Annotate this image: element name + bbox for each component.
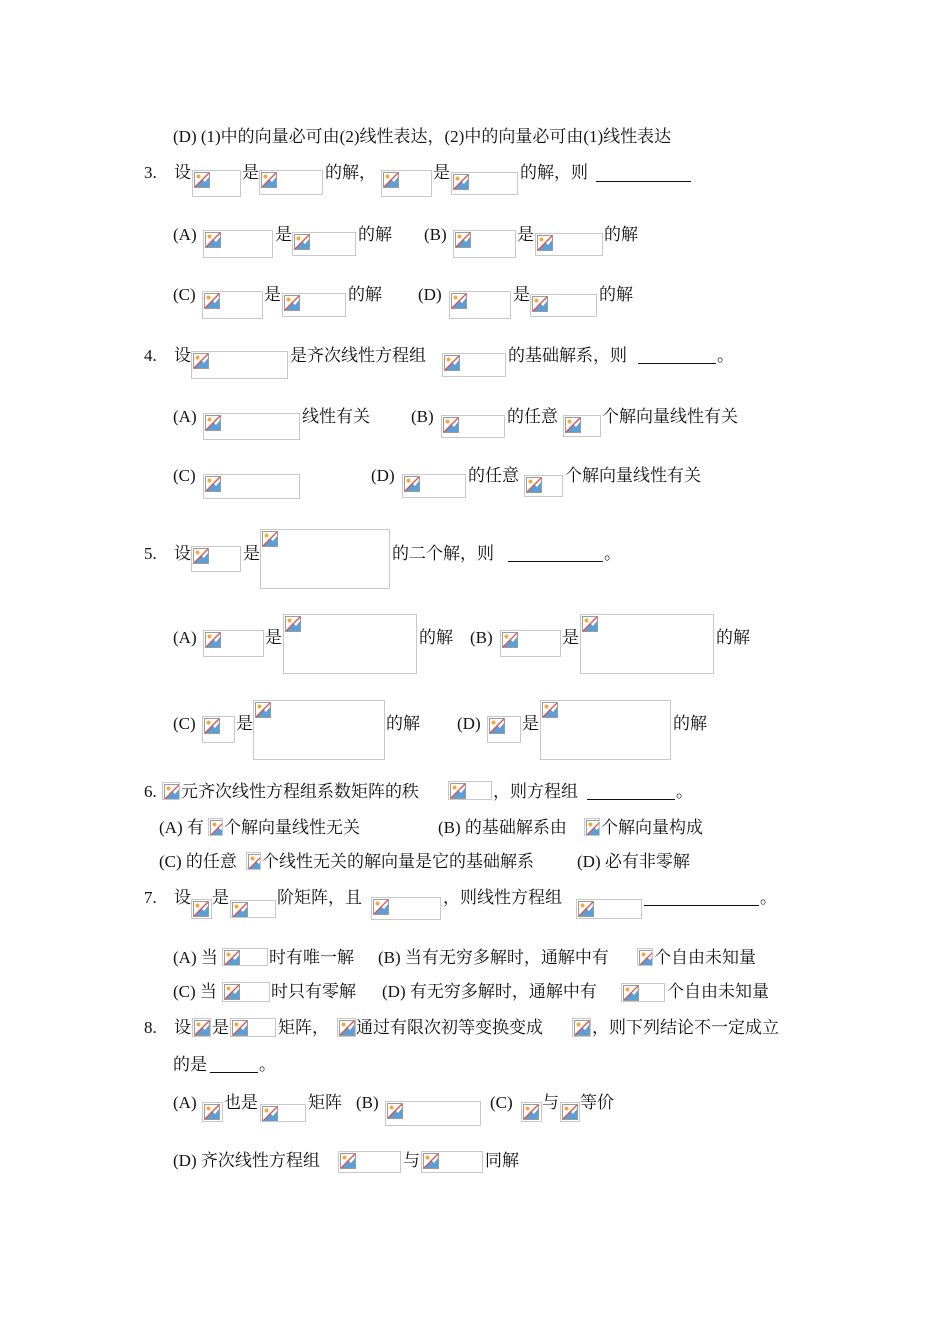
- option-label: (B): [470, 628, 493, 647]
- option-text: 个线性无关的解向量是它的基础解系: [262, 852, 534, 871]
- broken-image-icon: [202, 1102, 223, 1122]
- option-label: (B): [356, 1093, 379, 1112]
- broken-image-icon: [576, 899, 642, 919]
- option-label: (A): [173, 1093, 197, 1112]
- broken-image-icon: [524, 475, 563, 497]
- option-label: (C): [490, 1093, 513, 1112]
- broken-image-icon: [500, 630, 561, 657]
- broken-image-icon: [260, 529, 390, 589]
- option-text: 个解向量线性有关: [602, 407, 738, 426]
- question-text: 的解，则: [520, 163, 588, 182]
- broken-image-icon: [202, 291, 263, 319]
- broken-image-icon: [230, 900, 276, 918]
- option-text: 与: [403, 1151, 420, 1170]
- question-number: 6.: [144, 782, 157, 801]
- option-label: (C): [173, 285, 196, 304]
- option-text: (A) 有: [159, 818, 204, 837]
- option-text: 个解向量线性无关: [224, 818, 360, 837]
- option-label: (A): [173, 407, 197, 426]
- question-text: 设: [174, 888, 191, 907]
- broken-image-icon: [449, 291, 511, 319]
- broken-image-icon: [203, 474, 300, 499]
- broken-image-icon: [451, 172, 518, 195]
- question-text: 设: [174, 1018, 191, 1037]
- broken-image-icon: [283, 614, 417, 674]
- question-number: 4.: [144, 346, 157, 365]
- option-text: 的解: [358, 225, 392, 244]
- option-text: 的解: [604, 225, 638, 244]
- broken-image-icon: [202, 716, 235, 743]
- broken-image-icon: [260, 1104, 306, 1122]
- option-label: (D): [371, 466, 395, 485]
- broken-image-icon: [230, 1018, 276, 1037]
- broken-image-icon: [441, 415, 505, 438]
- option-label: (A): [173, 628, 197, 647]
- broken-image-icon: [560, 1102, 580, 1122]
- question-text: 的二个解，则: [392, 544, 494, 563]
- option-text: 的解: [716, 628, 750, 647]
- broken-image-icon: [580, 614, 714, 674]
- option-text: 等价: [580, 1093, 614, 1112]
- broken-image-icon: [487, 716, 521, 743]
- broken-image-icon: [222, 982, 270, 1002]
- option-text: 时只有零解: [271, 982, 356, 1001]
- broken-image-icon: [535, 233, 603, 256]
- broken-image-icon: [292, 232, 356, 256]
- option-text: 的解: [386, 714, 420, 733]
- broken-image-icon: [540, 700, 671, 760]
- option-text: 个自由未知量: [667, 982, 769, 1001]
- option-text: 线性有关: [302, 407, 370, 426]
- option-text: 是: [275, 225, 292, 244]
- broken-image-icon: [192, 170, 241, 197]
- broken-image-icon: [192, 1018, 211, 1037]
- question-text: 的解，: [325, 163, 376, 182]
- question-text: 。: [259, 1055, 276, 1074]
- option-text: 的解: [419, 628, 453, 647]
- question-text: 矩阵，: [278, 1018, 329, 1037]
- answer-blank: [587, 799, 675, 800]
- option-text: 时有唯一解: [269, 948, 354, 967]
- option-text: (A) 当: [173, 948, 218, 967]
- broken-image-icon: [203, 630, 264, 657]
- option-text: 也是: [224, 1093, 258, 1112]
- question-text: ，则下列结论不一定成立: [592, 1018, 779, 1037]
- broken-image-icon: [282, 293, 346, 317]
- broken-image-icon: [442, 353, 506, 377]
- question-text: 是: [212, 1018, 229, 1037]
- question-text: 。: [604, 544, 621, 563]
- q2-option-d: (D) (1)中的向量必可由(2)线性表达，(2)中的向量必可由(1)线性表达: [173, 127, 672, 146]
- question-text: 通过有限次初等变换变成: [356, 1018, 543, 1037]
- broken-image-icon: [208, 818, 223, 836]
- option-text: (B) 当有无穷多解时，通解中有: [378, 948, 609, 967]
- option-text: (C) 的任意: [159, 852, 237, 871]
- option-text: (C) 当: [173, 982, 217, 1001]
- question-text: 是齐次线性方程组: [290, 346, 426, 365]
- broken-image-icon: [584, 818, 600, 836]
- question-text: ，则线性方程组: [443, 888, 562, 907]
- broken-image-icon: [162, 782, 180, 800]
- question-text: 的是: [173, 1055, 207, 1074]
- question-text: 阶矩阵，且: [277, 888, 362, 907]
- broken-image-icon: [563, 415, 601, 437]
- broken-image-icon: [381, 170, 432, 197]
- broken-image-icon: [371, 897, 441, 920]
- broken-image-icon: [222, 948, 268, 966]
- broken-image-icon: [191, 546, 241, 572]
- question-text: 是: [212, 888, 229, 907]
- option-text: 的解: [673, 714, 707, 733]
- broken-image-icon: [530, 294, 597, 317]
- option-label: (C): [173, 714, 196, 733]
- question-text: 。: [717, 346, 734, 365]
- broken-image-icon: [337, 1018, 356, 1037]
- option-text: 的任意: [507, 407, 558, 426]
- option-text: 的任意: [468, 466, 519, 485]
- question-text: 。: [676, 782, 693, 801]
- question-text: 设: [174, 163, 191, 182]
- question-text: 是: [433, 163, 450, 182]
- option-text: 是: [265, 628, 282, 647]
- option-label: (C): [173, 466, 196, 485]
- option-text: 同解: [485, 1151, 519, 1170]
- question-number: 7.: [144, 888, 157, 907]
- broken-image-icon: [259, 170, 323, 195]
- question-text: 元齐次线性方程组系数矩阵的秩: [181, 782, 419, 801]
- option-text: 是: [513, 285, 530, 304]
- option-text: 与: [542, 1093, 559, 1112]
- option-text: 个解向量构成: [601, 818, 703, 837]
- question-number: 8.: [144, 1018, 157, 1037]
- option-label: (A): [173, 225, 197, 244]
- question-text: 是: [242, 163, 259, 182]
- option-text: 是: [264, 285, 281, 304]
- question-text: 设: [174, 346, 191, 365]
- option-text: (D) 必有非零解: [577, 852, 690, 871]
- broken-image-icon: [203, 230, 273, 258]
- broken-image-icon: [448, 781, 492, 800]
- question-number: 3.: [144, 163, 157, 182]
- question-text: 是: [243, 544, 260, 563]
- broken-image-icon: [203, 413, 300, 440]
- broken-image-icon: [338, 1151, 401, 1173]
- question-text: 的基础解系，则: [508, 346, 627, 365]
- option-text: 是: [562, 628, 579, 647]
- broken-image-icon: [421, 1151, 483, 1173]
- question-text: 设: [174, 544, 191, 563]
- broken-image-icon: [191, 351, 288, 379]
- broken-image-icon: [253, 700, 385, 760]
- option-text: 是: [522, 714, 539, 733]
- broken-image-icon: [621, 983, 665, 1002]
- answer-blank: [210, 1072, 258, 1073]
- broken-image-icon: [637, 948, 653, 966]
- option-text: (B) 的基础解系由: [438, 818, 567, 837]
- question-number: 5.: [144, 544, 157, 563]
- answer-blank: [596, 181, 691, 182]
- option-text: (D) 有无穷多解时，通解中有: [382, 982, 597, 1001]
- option-text: 的解: [348, 285, 382, 304]
- broken-image-icon: [453, 230, 516, 258]
- broken-image-icon: [385, 1101, 481, 1126]
- answer-blank: [638, 363, 716, 364]
- option-text: 是: [517, 225, 534, 244]
- answer-blank: [644, 905, 759, 906]
- broken-image-icon: [246, 852, 261, 870]
- option-text: 个解向量线性有关: [565, 466, 701, 485]
- option-label: (B): [411, 407, 434, 426]
- option-label: (D): [418, 285, 442, 304]
- broken-image-icon: [191, 899, 212, 919]
- option-text: 是: [236, 714, 253, 733]
- option-label: (D): [457, 714, 481, 733]
- option-text: (D) 齐次线性方程组: [173, 1151, 320, 1170]
- question-text: ，则方程组: [493, 782, 578, 801]
- question-text: 。: [760, 888, 777, 907]
- option-text: 矩阵: [308, 1093, 342, 1112]
- broken-image-icon: [521, 1102, 542, 1122]
- option-text: 的解: [599, 285, 633, 304]
- answer-blank: [508, 561, 603, 562]
- option-label: (B): [424, 225, 447, 244]
- broken-image-icon: [572, 1018, 591, 1037]
- broken-image-icon: [402, 474, 466, 498]
- option-text: 个自由未知量: [654, 948, 756, 967]
